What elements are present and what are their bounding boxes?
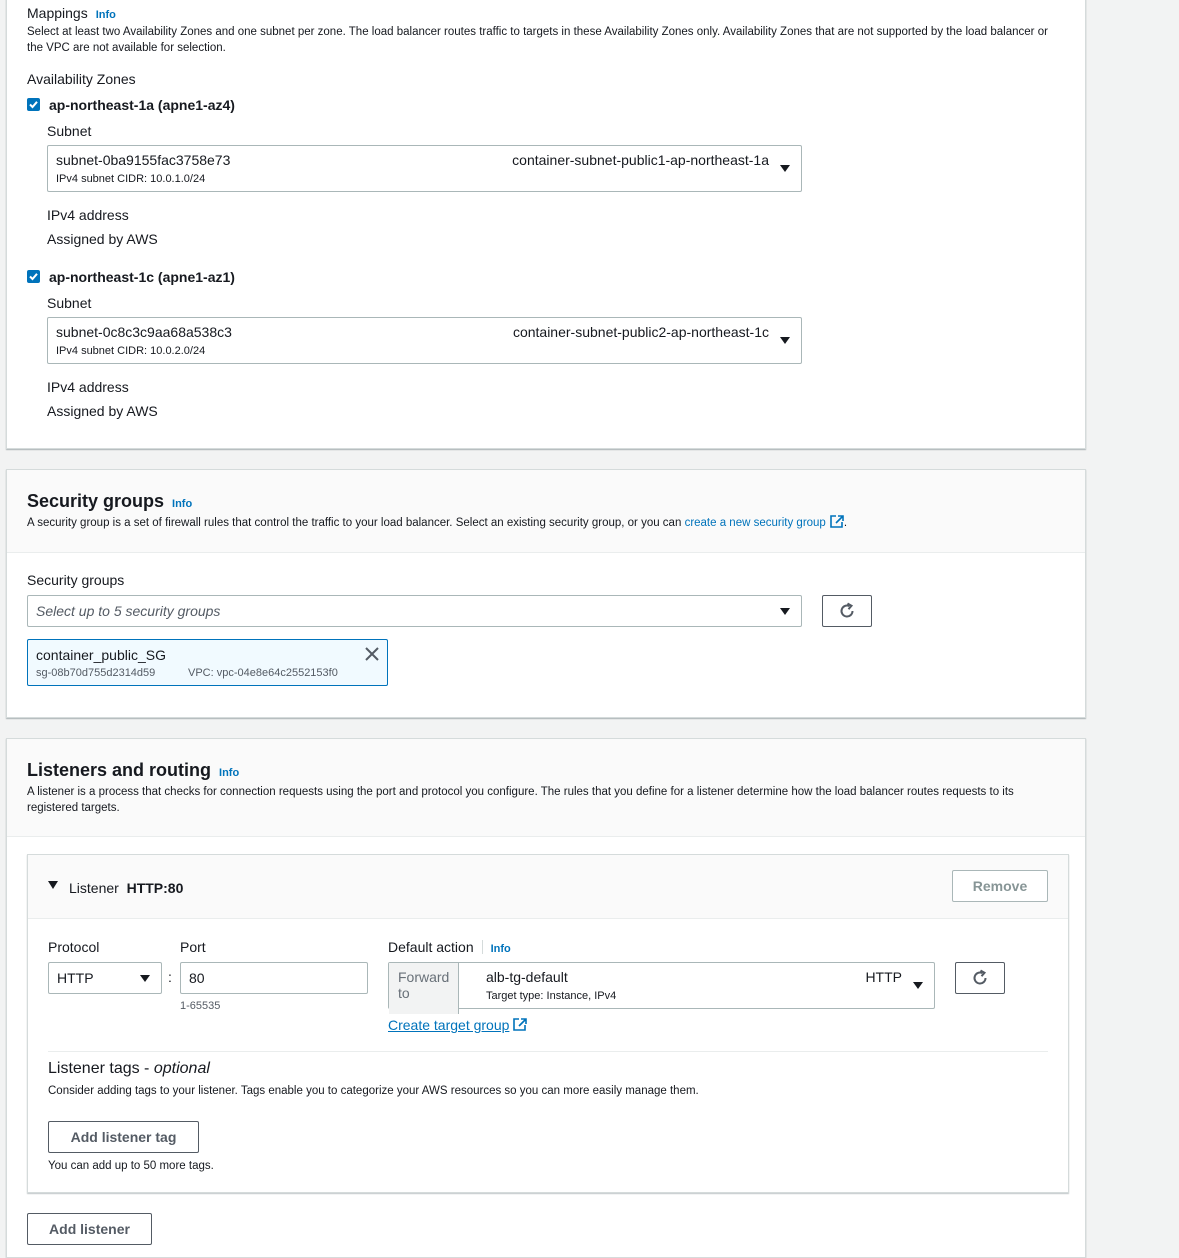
az1-ipv4-label: IPv4 address <box>47 207 129 223</box>
mappings-title: Mappings <box>27 5 88 21</box>
port-hint: 1-65535 <box>180 1000 221 1012</box>
listeners-header <box>7 739 1085 837</box>
az2-name: ap-northeast-1c (apne1-az1) <box>49 269 235 285</box>
external-link-icon <box>830 515 844 528</box>
az2-subnet-select[interactable] <box>47 317 802 364</box>
listeners-title: Listeners and routing <box>27 760 212 780</box>
az2-checkbox[interactable] <box>27 270 40 283</box>
protocol-select[interactable] <box>48 962 162 994</box>
az1-checkbox[interactable] <box>27 98 40 111</box>
protocol-value: HTTP <box>57 970 94 986</box>
listener-tags-optional: optional <box>153 1060 210 1077</box>
token-vpc: VPC: vpc-04e8e64c2552153f0 <box>188 667 338 679</box>
security-groups-info-link[interactable]: Info <box>172 498 193 510</box>
listener-name: HTTP:80 <box>126 880 184 896</box>
security-groups-description <box>27 515 847 531</box>
mappings-title-row <box>27 5 116 21</box>
create-security-group-link[interactable]: create a new security group <box>684 517 826 529</box>
az1-ipv4-value: Assigned by AWS <box>47 231 158 247</box>
az-label: Availability Zones <box>27 71 136 87</box>
close-icon <box>365 647 379 661</box>
listener-title <box>69 880 183 896</box>
az2-ipv4-label: IPv4 address <box>47 379 129 395</box>
default-action-select[interactable] <box>388 962 935 1009</box>
az2-cidr: IPv4 subnet CIDR: 10.0.2.0/24 <box>56 345 206 357</box>
listeners-panel <box>6 738 1086 1258</box>
port-input[interactable] <box>180 962 368 994</box>
listener-tags-description: Consider adding tags to your listener. Tags enable you to categorize your AWS resources so you can more easily manage them. <box>48 1085 699 1097</box>
chevron-down-icon <box>780 608 790 615</box>
checkmark-icon <box>28 271 39 282</box>
remove-token-button[interactable] <box>365 647 379 661</box>
caret-down-icon[interactable] <box>48 881 58 889</box>
az2-subnet-name: container-subnet-public2-ap-northeast-1c <box>512 324 769 340</box>
default-action-label: Default action <box>388 939 474 955</box>
chevron-down-icon <box>780 337 790 344</box>
listener-tags-hint: You can add up to 50 more tags. <box>48 1160 214 1172</box>
refresh-icon <box>838 602 856 620</box>
security-groups-placeholder: Select up to 5 security groups <box>36 603 221 619</box>
remove-listener-button[interactable]: Remove <box>952 870 1048 902</box>
refresh-security-groups-button[interactable] <box>822 595 872 627</box>
security-groups-title-row <box>27 491 192 512</box>
port-label: Port <box>180 939 206 955</box>
create-target-group-link[interactable]: Create target group <box>388 1017 510 1033</box>
security-groups-title: Security groups <box>27 491 165 511</box>
security-groups-description-suffix: . <box>843 517 848 529</box>
listener-card-header[interactable] <box>28 855 1068 919</box>
listener-card <box>27 854 1069 1193</box>
external-link-icon <box>513 1018 527 1031</box>
listeners-info-link[interactable]: Info <box>219 767 240 779</box>
default-action-label-row <box>388 939 511 955</box>
security-groups-field-label: Security groups <box>27 572 125 588</box>
listeners-description: A listener is a process that checks for connection requests using the port and protocol you configure. The rules that you define for a listener determine how the load balancer routes requests to its registered targets. <box>27 786 1014 814</box>
security-group-token <box>27 639 388 686</box>
protocol-label: Protocol <box>48 939 100 955</box>
az1-subnet-id: subnet-0ba9155fac3758e73 <box>56 152 231 168</box>
token-id: sg-08b70d755d2314d59 <box>36 667 156 679</box>
port-value: 80 <box>189 970 205 986</box>
forward-to-addon: Forward to <box>389 963 459 1014</box>
checkmark-icon <box>28 99 39 110</box>
mappings-description: Select at least two Availability Zones and one subnet per zone. The load balancer routes traffic to targets in these Availability Zones only. Availability Zones that are not supported by the load balancer or the VPC are not available for selection. <box>27 26 1048 54</box>
security-groups-description-text: A security group is a set of firewall rules that control the traffic to your load balancer. Select an existing security group, or you can <box>27 517 682 529</box>
az2-subnet-label: Subnet <box>47 295 92 311</box>
az1-subnet-label: Subnet <box>47 123 92 139</box>
az1-subnet-name: container-subnet-public1-ap-northeast-1a <box>512 152 769 168</box>
az1-subnet-select[interactable] <box>47 145 802 192</box>
security-groups-select[interactable] <box>27 595 802 627</box>
az1-name: ap-northeast-1a (apne1-az4) <box>49 97 235 113</box>
listener-tags-title <box>48 1060 210 1078</box>
default-action-info-link[interactable]: Info <box>490 943 511 955</box>
divider <box>48 1051 1048 1052</box>
chevron-down-icon <box>780 165 790 172</box>
az1-cidr: IPv4 subnet CIDR: 10.0.1.0/24 <box>56 173 206 185</box>
chevron-down-icon <box>140 975 150 982</box>
target-type: Target type: Instance, IPv4 <box>486 990 617 1002</box>
token-name: container_public_SG <box>36 647 166 663</box>
add-listener-tag-button[interactable]: Add listener tag <box>48 1121 199 1153</box>
port-separator: : <box>168 969 172 985</box>
security-groups-header <box>7 470 1085 553</box>
mappings-panel <box>6 0 1086 449</box>
create-target-group-row <box>388 1017 527 1033</box>
listener-label: Listener <box>69 880 119 896</box>
security-groups-panel <box>6 469 1086 718</box>
chevron-down-icon <box>913 982 923 989</box>
refresh-target-groups-button[interactable] <box>955 962 1005 994</box>
add-listener-button[interactable]: Add listener <box>27 1213 152 1245</box>
az2-ipv4-value: Assigned by AWS <box>47 403 158 419</box>
listener-tags-title-text: Listener tags - <box>48 1060 150 1077</box>
target-group-name: alb-tg-default <box>486 969 568 985</box>
refresh-icon <box>971 969 989 987</box>
mappings-info-link[interactable]: Info <box>95 9 116 21</box>
az2-subnet-id: subnet-0c8c3c9aa68a538c3 <box>56 324 232 340</box>
listeners-title-row <box>27 760 239 781</box>
target-protocol: HTTP <box>865 969 902 985</box>
